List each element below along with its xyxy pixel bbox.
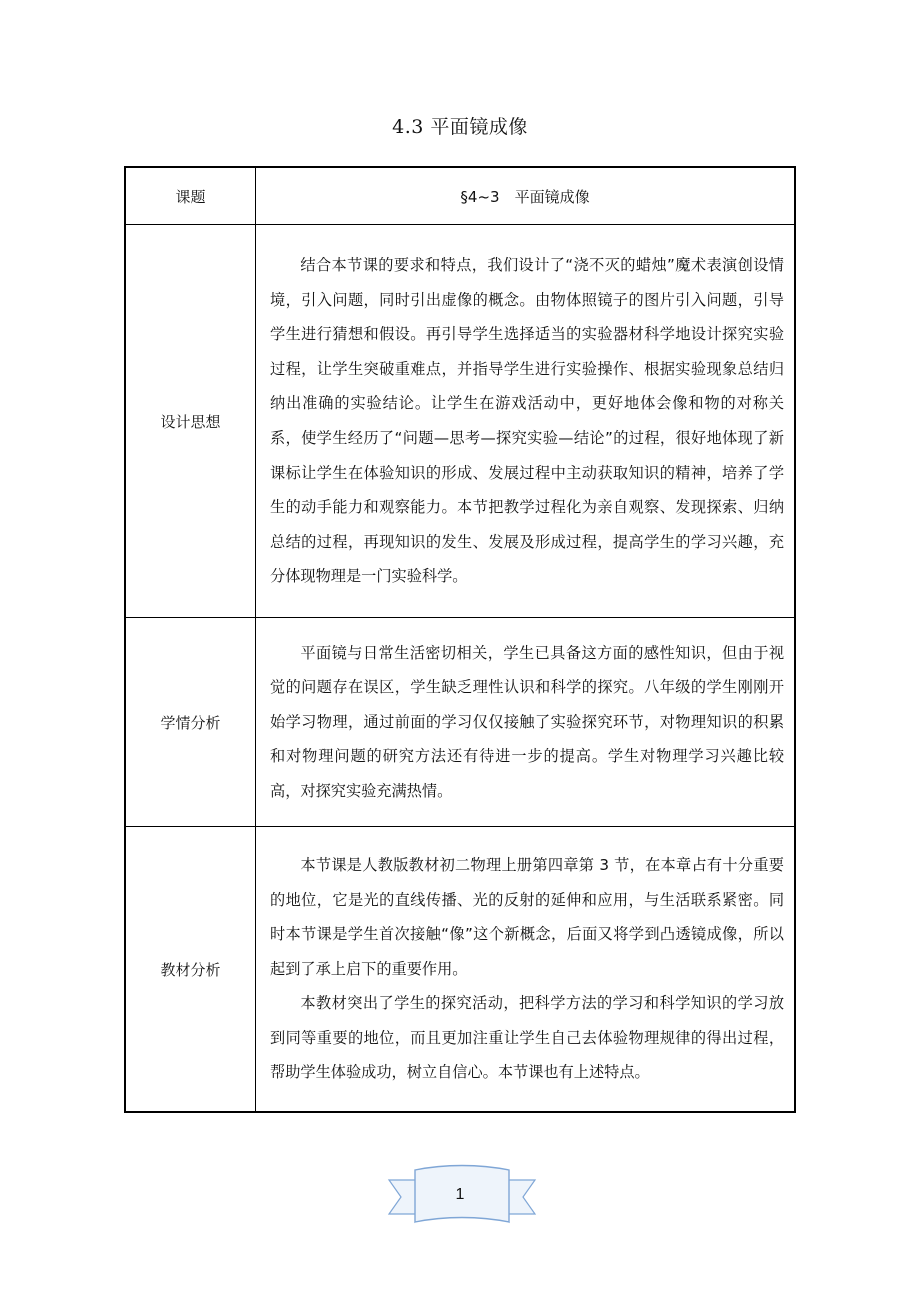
- row-label-material: 教材分析: [125, 827, 256, 1113]
- page-number: 1: [455, 1186, 465, 1203]
- table-row-design: [125, 225, 795, 618]
- table-row-learner: [125, 618, 795, 827]
- table-row-material: [125, 827, 795, 1113]
- row-label-topic: 课题: [125, 167, 256, 225]
- material-content: [256, 827, 796, 1113]
- row-label-learner: 学情分析: [125, 618, 256, 827]
- row-label-design: 设计思想: [125, 225, 256, 618]
- design-paragraph: 结合本节课的要求和特点，我们设计了“浇不灭的蜡烛”魔术表演创设情境，引入问题，同时引出虚像的概念。由物体照镜子的图片引入问题，引导学生进行猜想和假设。再引导学生选择适当的实验器材科学地设计探究实验过程，让学生突破重难点，并指导学生进行实验操作、根据实验现象总结归纳出准确的实验结论。让学生在游戏活动中，更好地体会像和物的对称关系，使学生经历了“问题—思考—探究实验—结论”的过程，很好地体现了新课标让学生在体验知识的形成、发展过程中主动获取知识的精神，培养了学生的动手能力和观察能力。本节把教学过程化为亲自观察、发现探索、归纳总结的过程，再现知识的发生、发展及形成过程，提高学生的学习兴趣，充分体现物理是一门实验科学。: [270, 256, 784, 586]
- lesson-plan-table: [124, 166, 796, 1113]
- topic-value: §4~3 平面镜成像: [256, 167, 796, 225]
- learner-paragraph: 平面镜与日常生活密切相关，学生已具备这方面的感性知识，但由于视觉的问题存在误区，学生缺乏理性认识和科学的探究。八年级的学生刚刚开始学习物理，通过前面的学习仅仅接触了实验探究环节，对物理知识的积累和对物理问题的研究方法还有待进一步的提高。学生对物理学习兴趣比较高，对探究实验充满热情。: [270, 643, 784, 800]
- material-paragraph-1: 本节课是人教版教材初二物理上册第四章第 3 节，在本章占有十分重要的地位，它是光的直线传播、光的反射的延伸和应用，与生活联系紧密。同时本节课是学生首次接触“像”这个新概念，后面又将学到凸透镜成像，所以起到了承上启下的重要作用。: [270, 855, 784, 978]
- document-title: 4.3 平面镜成像: [392, 116, 528, 138]
- learner-content: [256, 618, 796, 827]
- material-paragraph-2: 本教材突出了学生的探究活动，把科学方法的学习和科学知识的学习放到同等重要的地位，而且更加注重让学生自己去体验物理规律的得出过程，帮助学生体验成功，树立自信心。本节课也有上述特点。: [270, 994, 784, 1082]
- table-row-topic: [125, 167, 795, 225]
- design-content: [256, 225, 796, 618]
